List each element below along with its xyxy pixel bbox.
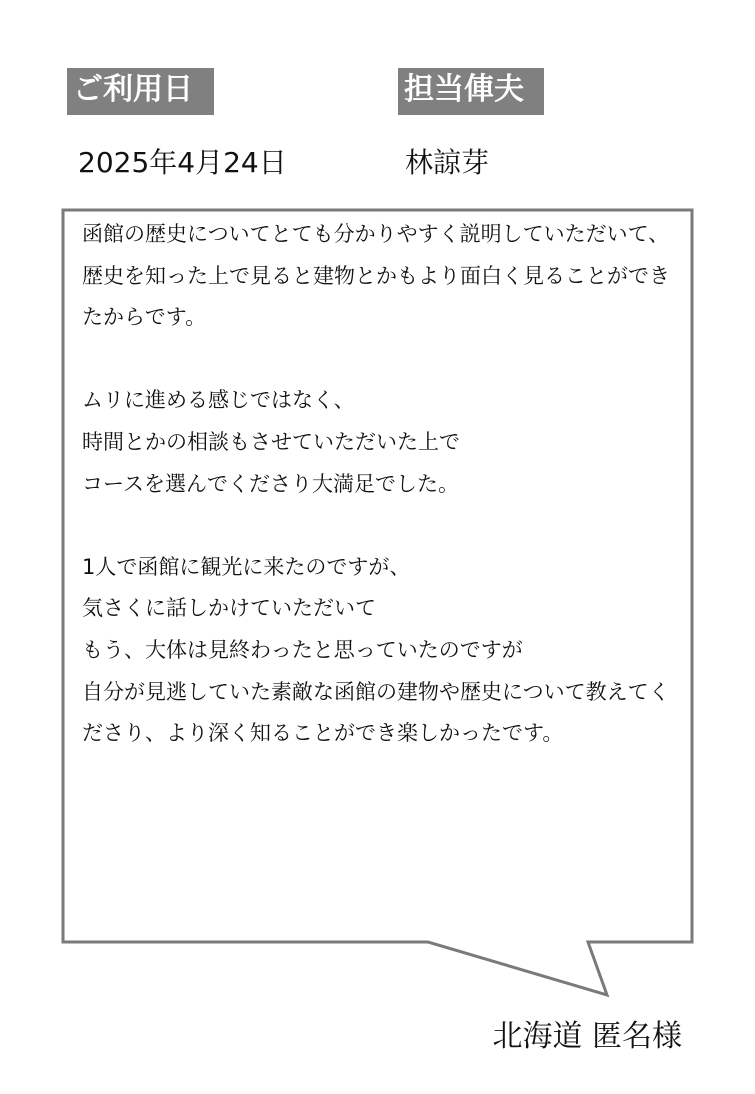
- visit-date-tag: ご利用日: [67, 68, 214, 115]
- driver-name-value: 林諒芽: [405, 146, 490, 179]
- reviewer-name: 北海道 匿名様: [492, 1019, 682, 1054]
- visit-date-value: 2025年4月24日: [78, 146, 287, 179]
- review-text: 函館の歴史についてとても分かりやすく説明していただいて、歴史を知った上で見ると建物とかもより面白く見ることができたからです。 ムリに進める感じではなく、 時間とかの相談もさせていただいた上で コースを選んでくださり大満足でした。 1人で函館に観光に来たのですが、 気さくに話しかけていただいて もう、大体は見終わったと思っていたのですが 自分が見逃していた素敵な函館の建物や歴史について教えてくださり、より深く知ることができ楽しかったです。: [82, 222, 670, 746]
- driver-tag: 担当俥夫: [398, 68, 544, 115]
